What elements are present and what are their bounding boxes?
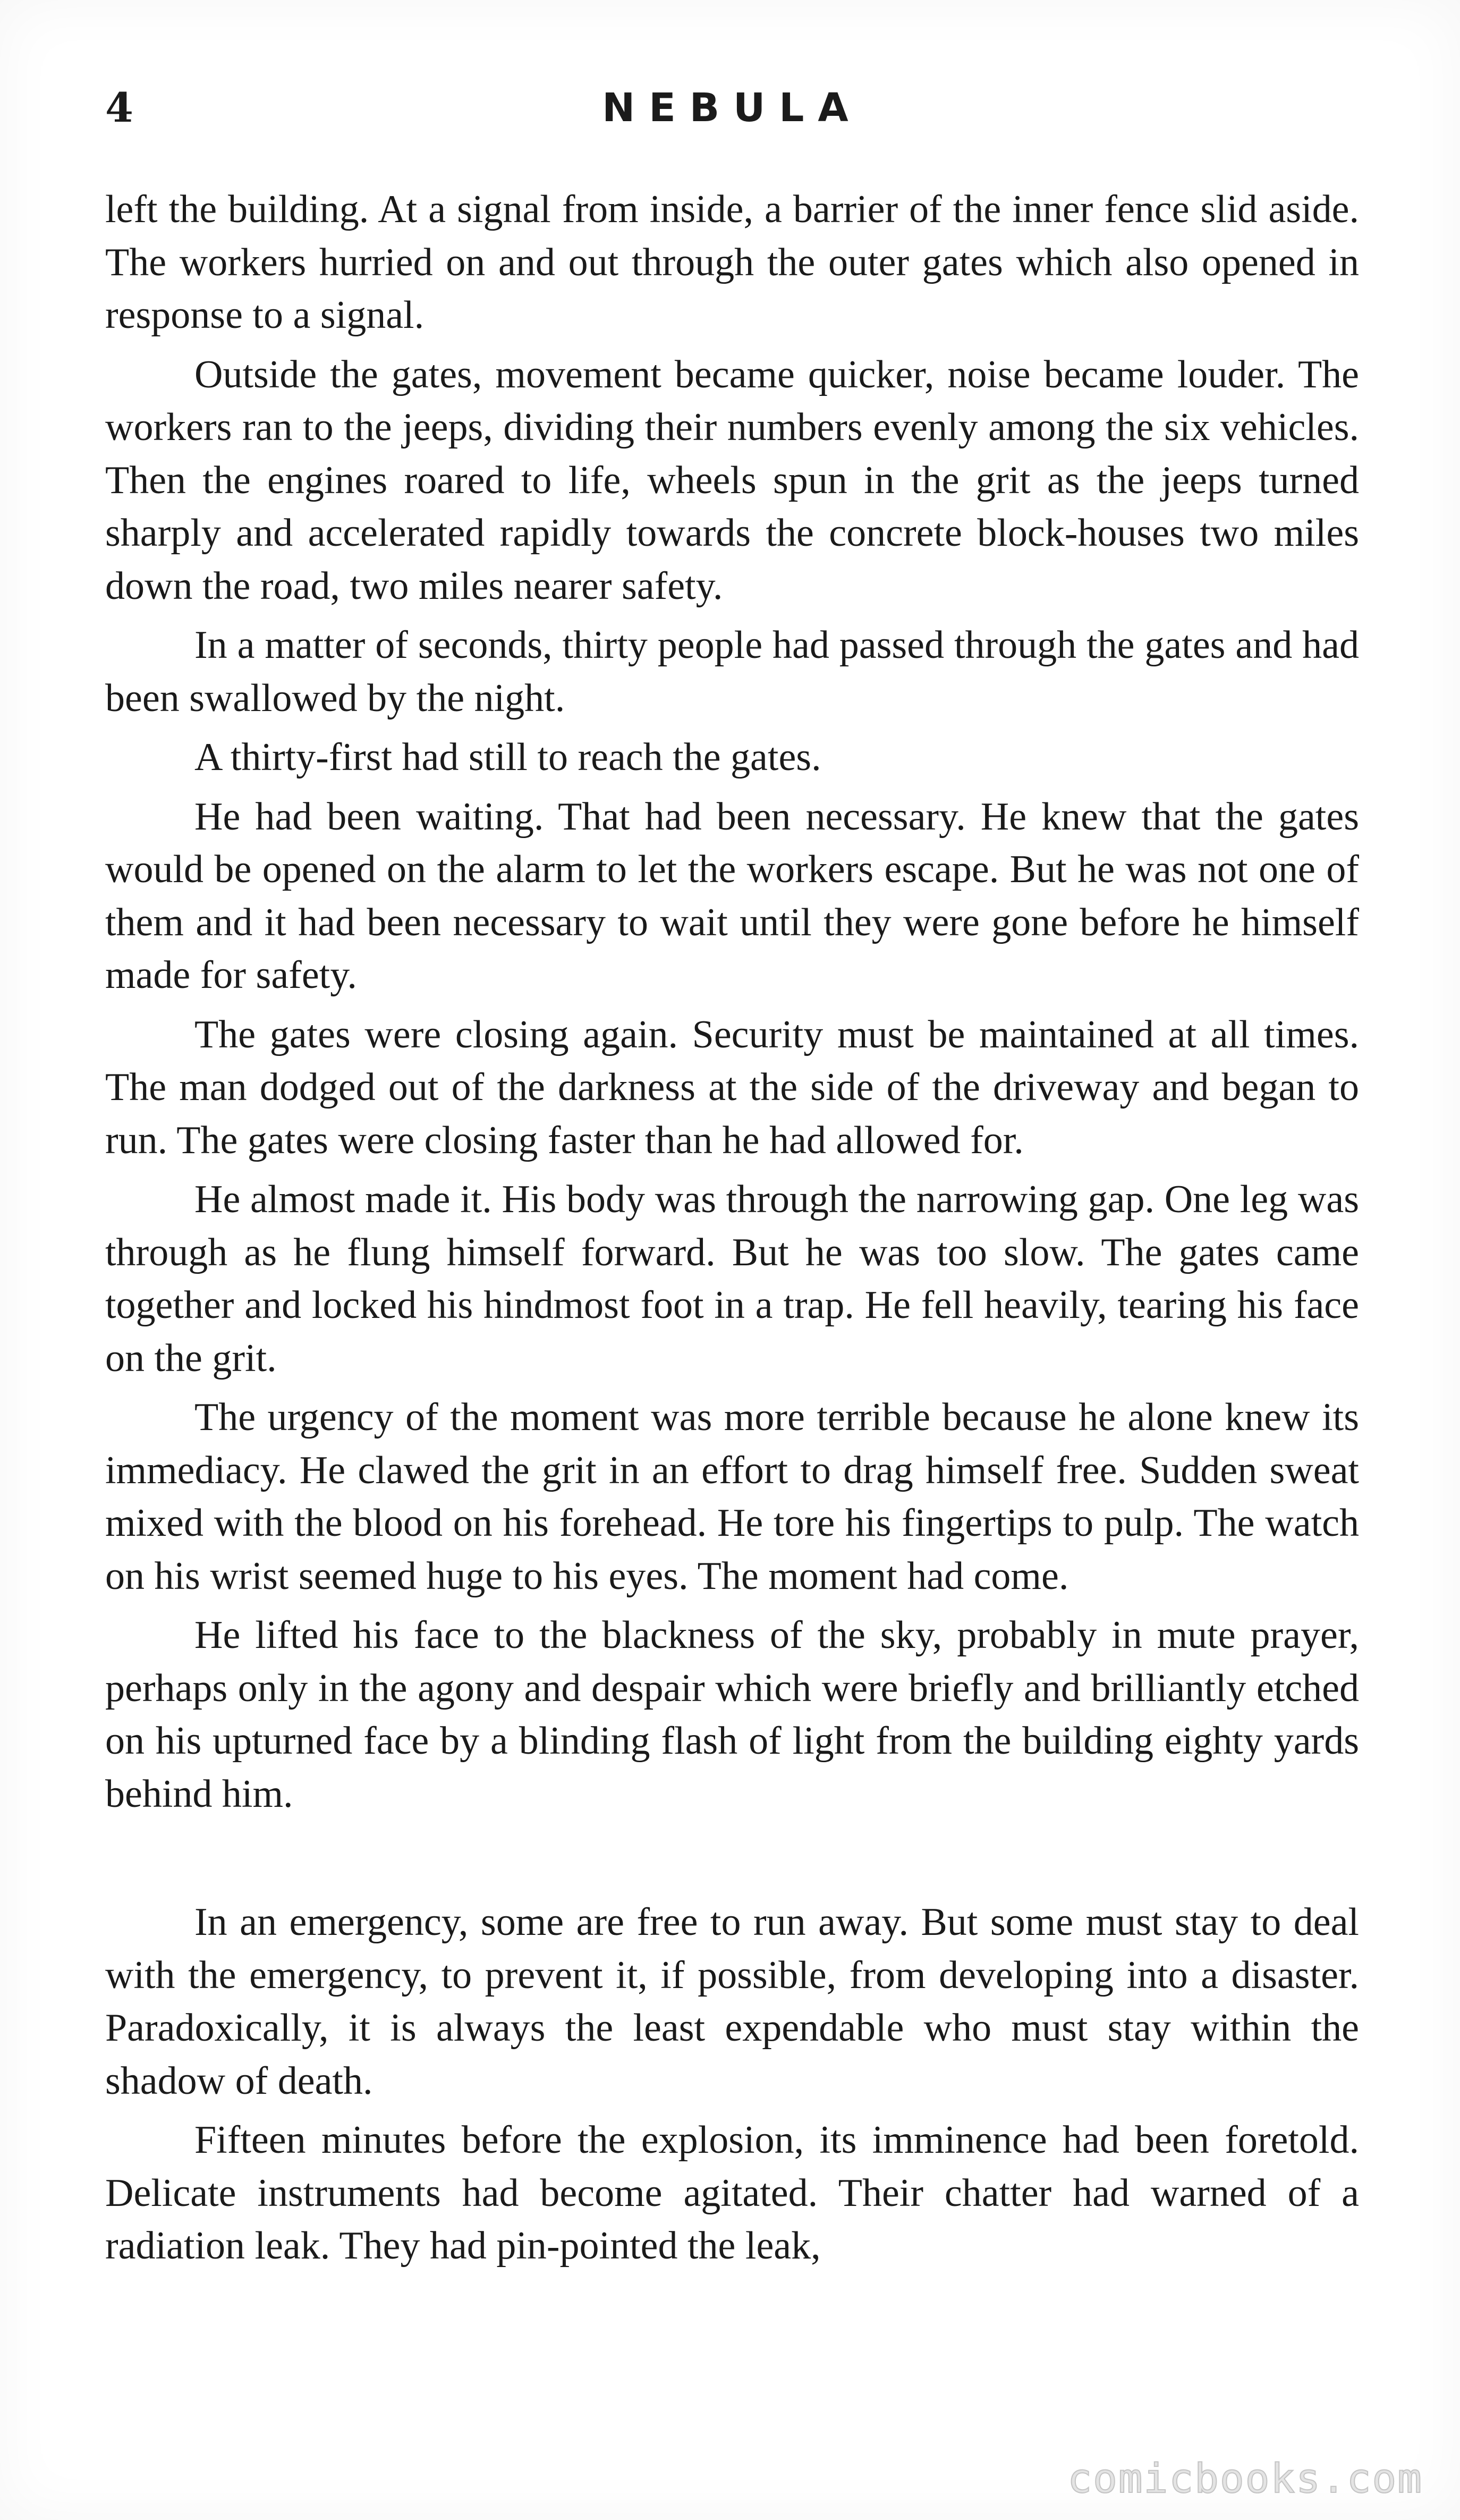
paragraph: The gates were closing again. Security must be maintained at all times. The man dodged out of the darkness at the side of the driveway and began to run. The gates were closing faster than he had allowed for.: [105, 1012, 1359, 1162]
paragraph: He almost made it. His body was through the narrowing gap. One leg was through as he flung himself forward. But he was too slow. The gates came together and locked his hindmost foot in a trap. He fell heavily, tearing his face on the grit.: [105, 1178, 1359, 1380]
page-number: 4: [105, 84, 133, 131]
paragraph: Fifteen minutes before the explosion, its imminence had been foretold. Delicate instruments had become agitated. Their chatter had warned of a radiation leak. They had pin-pointed the leak,: [105, 2118, 1359, 2268]
paragraph: In a matter of seconds, thirty people had passed through the gates and had been swallowed by the night.: [105, 623, 1359, 720]
paragraph: left the building. At a signal from inside, a barrier of the inner fence slid aside. The workers hurried on and out through the outer gates which also opened in response to a signal.: [105, 188, 1359, 337]
running-header: [105, 84, 1359, 132]
paragraph: Outside the gates, movement became quicker, noise became louder. The workers ran to the jeeps, dividing their numbers evenly among the six vehicles. Then the engines roared to life, wheels spun in the grit as the jeeps turned sharply and accelerated rapidly towards the concrete block-houses two miles down the road, two miles nearer safety.: [105, 352, 1359, 608]
paragraph: A thirty-first had still to reach the gates.: [194, 735, 821, 779]
paragraph: In an emergency, some are free to run away. But some must stay to deal with the emergency, to prevent it, if possible, from developing into a disaster. Paradoxically, it is always the least expendable who must stay within the shadow of death.: [105, 1900, 1359, 2103]
watermark: comicbooks.com: [1067, 2455, 1423, 2502]
story-text: [105, 183, 1359, 2279]
journal-title: NEBULA: [602, 85, 862, 131]
paragraph: He lifted his face to the blackness of the sky, probably in mute prayer, perhaps only in the agony and despair which were briefly and brilliantly etched on his upturned face by a blinding flash of light from the building eighty yards behind him.: [105, 1613, 1359, 1816]
paragraph: He had been waiting. That had been necessary. He knew that the gates would be opened on the alarm to let the workers escape. But he was not one of them and it had been necessary to wait until they were gone before he himself made for safety.: [105, 794, 1359, 997]
paragraph: The urgency of the moment was more terrible because he alone knew its immediacy. He clawed the grit in an effort to drag himself free. Sudden sweat mixed with the blood on his forehead. He tore his fingertips to pulp. The watch on his wrist seemed huge to his eyes. The moment had come.: [105, 1396, 1359, 1598]
